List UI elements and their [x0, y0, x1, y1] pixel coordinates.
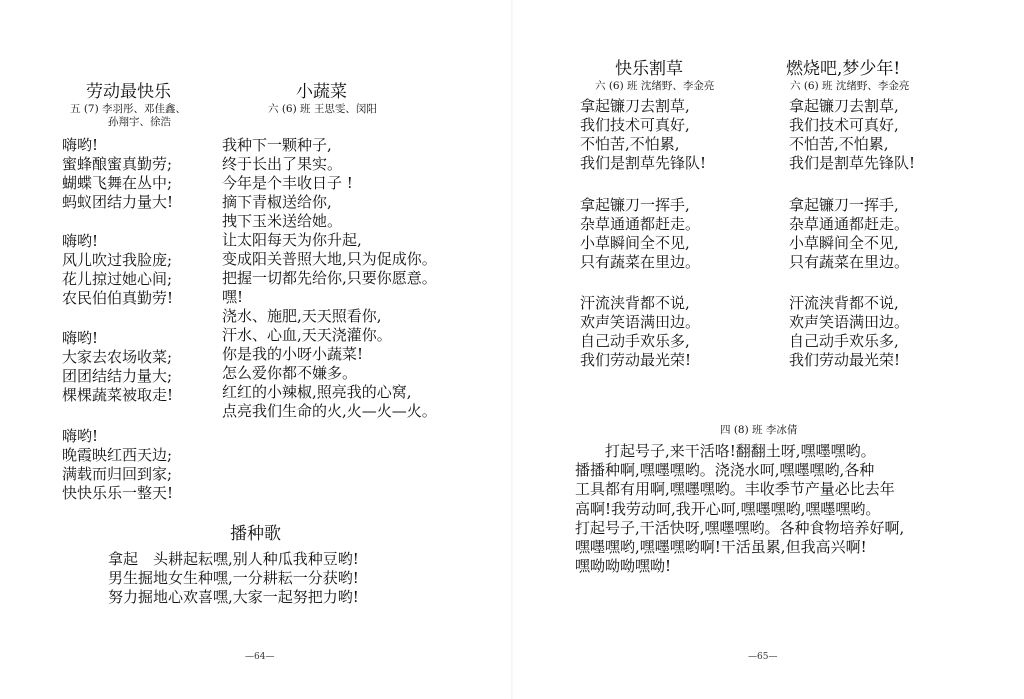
poem-line: 只有蔬菜在里边。	[580, 253, 701, 271]
poem1-title: 劳动最快乐	[86, 82, 171, 102]
poem-line: 点亮我们生命的火,火—火—火。	[222, 402, 437, 420]
poem-line: 团团结结力量大;	[62, 367, 173, 385]
poem-line: 农民伯伯真勤劳!	[62, 289, 174, 307]
poem-line: 拿起镰刀一挥手,	[789, 196, 899, 214]
poem-line: 把握一切都先给你,只要你愿意。	[222, 269, 437, 287]
poem-line: 自己动手欢乐多,	[789, 332, 899, 350]
poem-line: 我们是割草先锋队!	[580, 154, 707, 172]
page-number-right: —65—	[748, 652, 778, 662]
poem-line: 拿起 头耕起耘嘿,别人种瓜我种豆哟!	[108, 550, 359, 568]
poem-line: 小草瞬间全不见,	[789, 234, 899, 252]
poem-line: 我种下一颗种子,	[222, 136, 332, 154]
poem5-stanza-1	[789, 97, 915, 173]
poem-line: 摘下青椒送给你,	[222, 193, 332, 211]
poem-line: 蜜蜂酿蜜真勤劳;	[62, 155, 173, 173]
poem-line: 终于长出了果实。	[222, 155, 343, 173]
poem5-author: 六 (6) 班 沈绪野、李金亮	[790, 80, 910, 92]
poem5-stanza-2	[789, 196, 909, 272]
poem3-title: 播种歌	[230, 524, 281, 544]
poem-line: 花儿掠过她心间;	[62, 270, 173, 288]
poem-line: 怎么爱你都不嫌多。	[222, 364, 358, 382]
poem-line: 打起号子,来干活咯!翻翻土呀,嘿嚜嘿哟。	[605, 442, 876, 460]
poem6-body	[575, 442, 904, 576]
poem-line: 汗水、心血,天天浇灌你。	[222, 326, 392, 344]
poem-line: 嘿嚜嘿哟,嘿嚜嘿哟啊!干活虽累,但我高兴啊!	[575, 538, 867, 557]
poem-line: 风儿吹过我脸庞;	[62, 251, 173, 269]
poem1-stanza-4	[62, 427, 173, 503]
poem-line: 不怕苦,不怕累,	[580, 135, 680, 153]
poem-line: 我们是割草先锋队!	[789, 154, 916, 172]
poem-line: 嗨哟!	[62, 329, 99, 347]
poem-line: 汗流浃背都不说,	[789, 294, 899, 312]
poem-line: 嘿呦呦呦嘿呦!	[575, 557, 672, 576]
poem-line: 满载而归回到家;	[62, 465, 173, 483]
poem-line: 我们劳动最光荣!	[580, 351, 692, 369]
poem-line: 欢声笑语满田边。	[580, 313, 701, 331]
poem-line: 棵棵蔬菜被取走!	[62, 386, 174, 404]
poem1-stanza-1	[62, 136, 173, 212]
poem-line: 让太阳每天为你升起,	[222, 231, 362, 249]
poem2-title: 小蔬菜	[296, 82, 347, 102]
poem4-stanza-1	[580, 97, 706, 173]
poem-line: 不怕苦,不怕累,	[789, 135, 889, 153]
poem-line: 蝴蝶飞舞在丛中;	[62, 174, 173, 192]
poem-line: 变成阳关普照大地,只为促成你。	[222, 250, 437, 268]
poem-line: 我们技术可真好,	[580, 116, 690, 134]
poem-line: 嗨哟!	[62, 136, 99, 154]
poem-line: 嘿!	[222, 288, 244, 306]
poem1-author-line2: 孙翔宇、徐浩	[108, 116, 171, 128]
poem-line: 播播种啊,嘿嚜嘿哟。浇浇水呵,嘿嚜嘿哟,各种	[575, 461, 875, 480]
poem-line: 拿起镰刀去割草,	[789, 97, 899, 115]
poem-line: 高啊!我劳动呵,我开心呵,嘿嚜嘿哟,嘿嚜嘿哟。	[575, 499, 881, 518]
poem-line: 大家去农场收菜;	[62, 348, 173, 366]
poem-line: 努力掘地心欢喜嘿,大家一起努把力哟!	[108, 588, 359, 607]
poem-line: 欢声笑语满田边。	[789, 313, 910, 331]
poem-line: 男生掘地女生种嘿,一分耕耘一分获哟!	[108, 569, 359, 588]
poem2-author: 六 (6) 班 王思雯、闵阳	[268, 103, 377, 115]
poem-line: 小草瞬间全不见,	[580, 234, 690, 252]
poem-line: 拽下玉米送给她。	[222, 212, 343, 230]
page-number-left: —64—	[245, 652, 275, 662]
poem-line: 快快乐乐一整天!	[62, 484, 174, 502]
poem-line: 今年是个丰收日子 !	[222, 174, 353, 192]
poem-line: 打起号子,干活快呀,嘿嚜嘿哟。各种食物培养好啊,	[575, 518, 905, 537]
poem4-title: 快乐割草	[615, 59, 683, 79]
poem2-body	[222, 136, 437, 421]
poem-line: 你是我的小呀小蔬菜!	[222, 345, 364, 363]
poem5-title: 燃烧吧,梦少年!	[786, 59, 901, 79]
poem-line: 杂草通通都赶走。	[789, 215, 910, 233]
poem5-stanza-3	[789, 294, 909, 370]
poem-line: 自己动手欢乐多,	[580, 332, 690, 350]
poem4-stanza-2	[580, 196, 700, 272]
poem-line: 嗨哟!	[62, 427, 99, 445]
poem-line: 汗流浃背都不说,	[580, 294, 690, 312]
poem-line: 工具都有用啊,嘿嚜嘿哟。丰收季节产量必比去年	[575, 480, 895, 499]
poem-line: 拿起镰刀一挥手,	[580, 196, 690, 214]
poem1-stanza-2	[62, 232, 173, 308]
poem-line: 嗨哟!	[62, 232, 99, 250]
poem-line: 浇水、施肥,天天照看你,	[222, 307, 382, 325]
poem4-author: 六 (6) 班 沈绪野、李金亮	[595, 80, 715, 92]
poem6-author: 四 (8) 班 李冰倩	[720, 424, 798, 436]
poem1-stanza-3	[62, 329, 173, 405]
poem1-author-line1: 五 (7) 李羽彤、邓佳鑫、	[70, 103, 187, 115]
poem-line: 拿起镰刀去割草,	[580, 97, 690, 115]
poem-line: 蚂蚁团结力量大!	[62, 193, 174, 211]
poem-line: 我们劳动最光荣!	[789, 351, 901, 369]
poem-line: 我们技术可真好,	[789, 116, 899, 134]
poem-line: 杂草通通都赶走。	[580, 215, 701, 233]
poem4-stanza-3	[580, 294, 700, 370]
poem-line: 晚霞映红西天边;	[62, 446, 173, 464]
poem-line: 只有蔬菜在里边。	[789, 253, 910, 271]
poem-line: 红红的小辣椒,照亮我的心窝,	[222, 383, 412, 401]
page-fold	[511, 0, 513, 699]
poem3-body	[108, 550, 359, 608]
